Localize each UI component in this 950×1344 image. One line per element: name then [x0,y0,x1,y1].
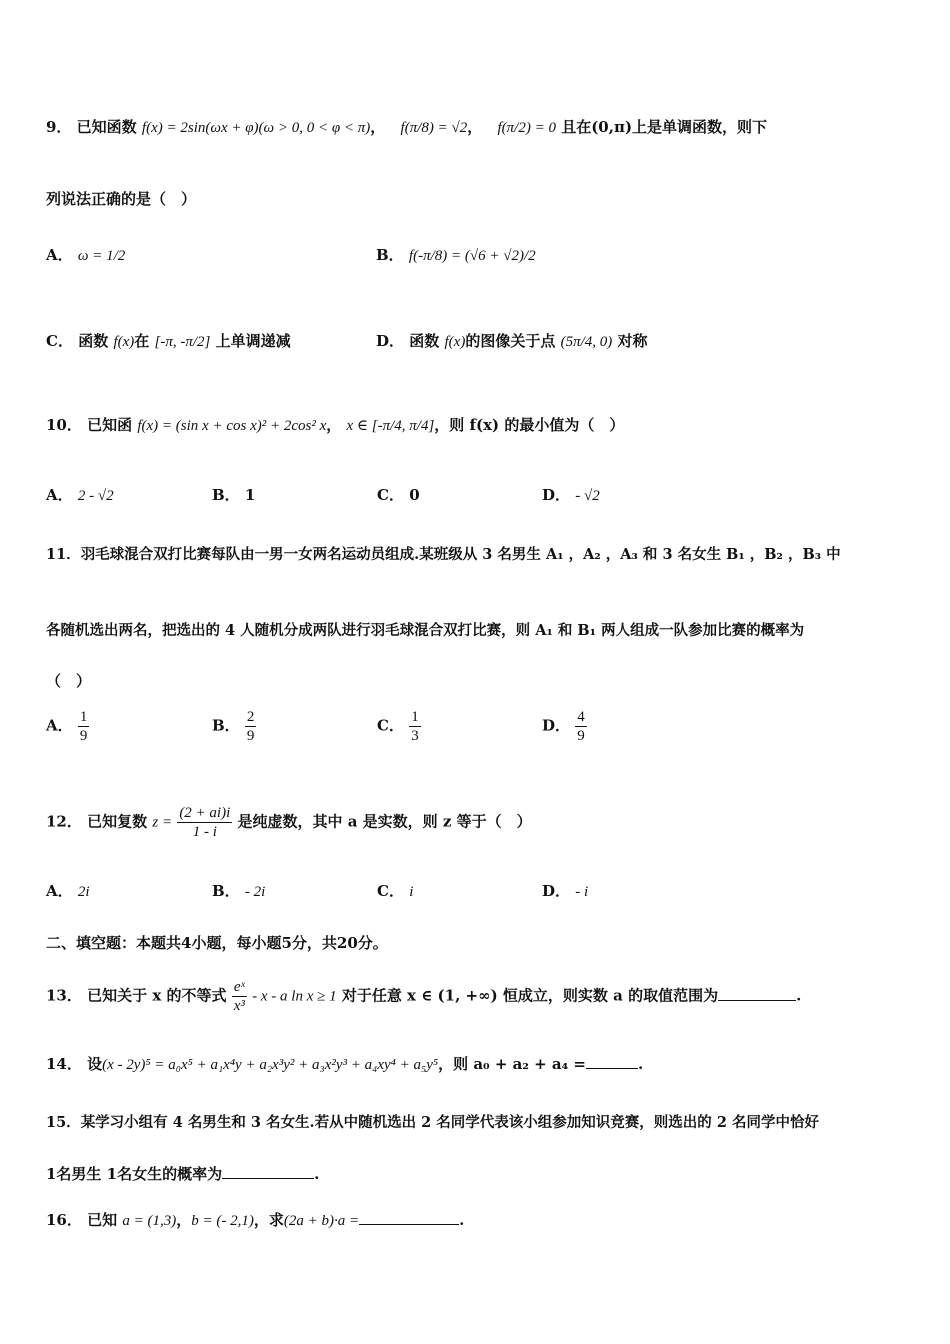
option-label: C． [377,716,404,735]
q16-answer-blank[interactable] [359,1208,459,1225]
q11-line1 [46,544,910,566]
fraction-denominator: 9 [246,728,255,744]
option-label: C． [46,332,73,350]
q15-answer-blank[interactable] [222,1162,314,1179]
q10-intro: 已知函 [87,416,133,434]
option-value: - √2 [575,488,600,504]
option-point: (5π/4, 0) [560,334,613,350]
q10-option-d[interactable] [542,484,600,505]
q13-answer-blank[interactable] [718,984,796,1001]
q10-domain: x ∈ [-π/4, π/4] [346,418,435,434]
q15-text2: 1名男生 1名女生的概率为 [46,1165,223,1183]
fraction-numerator: 1 [79,709,88,725]
q11-option-c[interactable] [377,708,421,745]
option-label: A． [46,716,73,735]
q12-lhs: z = [152,814,173,831]
fraction-numerator: eˣ [232,978,247,997]
option-label: B． [212,486,240,504]
q14-answer-blank[interactable] [586,1052,638,1069]
option-fraction [78,708,90,745]
q10-option-c[interactable] [377,484,420,505]
q14-end: . [638,1055,644,1073]
option-text: 的图像关于点 [465,332,556,350]
option-text: 函数 [409,332,440,350]
q12-line1 [46,804,910,841]
q16-number: 16． [46,1211,82,1229]
q13-number: 13． [46,986,82,1005]
fraction-numerator: 4 [577,709,585,725]
q9-func: f(x) = 2sin(ωx + φ)(ω > 0, 0 < φ < π) [141,120,371,136]
fraction-denominator: 9 [79,728,88,744]
q11-text1: 羽毛球混合双打比赛每队由一男一女两名运动员组成.某班级从 3 名男生 A₁ ，A₂ ，A₃ 和 3 名女生 B₁ ，B₂ ，B₃ 中 [80,546,841,563]
q12-option-b[interactable] [212,880,265,901]
option-text: 对称 [617,332,648,350]
q13-end: . [796,986,802,1005]
fraction-numerator: 2 [246,709,255,725]
fraction-numerator: 1 [411,709,419,725]
option-value: 2i [77,884,90,900]
q12-tail: 是纯虚数，其中 a 是实数，则 z 等于（ ） [237,812,532,831]
q13-fraction [232,978,247,1015]
q12-option-a[interactable] [46,880,90,901]
q10-number: 10． [46,416,82,434]
option-label: C． [377,882,404,900]
q9-cond1: f(π/8) = √2 [400,120,468,136]
q12-intro: 已知复数 [87,812,148,831]
q15-number: 15． [46,1114,81,1131]
option-label: D． [542,882,571,900]
q9-line1: 9． 已知函数 f(x) = 2sin(ωx + φ)(ω > 0, 0 < φ < π)， f(π/8) = √2， f(π/2) = 0 且在(0,π)上是单调函数，则下 [46,118,768,136]
q14-intro: 设 [87,1055,103,1073]
option-label: B． [212,882,240,900]
q13-intro: 已知关于 x 的不等式 [87,986,227,1005]
section-title: 二、填空题：本题共4小题，每小题5分，共20分。 [46,934,388,952]
option-expr: f(x) [113,334,135,350]
q10-option-b[interactable] [212,484,255,505]
q11-option-d[interactable] [542,708,587,745]
q11-number: 11． [46,546,81,563]
option-value: - i [575,884,589,900]
option-label: A． [46,486,73,504]
q16-mid: ，求 [253,1211,284,1229]
q16-end: . [459,1211,465,1229]
q15-line1 [46,1112,910,1134]
option-label: C． [377,486,404,504]
q9-tail: 且在(0,π)上是单调函数，则下 [561,118,768,136]
q16-vector-a: a = (1,3) [122,1213,177,1229]
option-value: - 2i [244,884,266,900]
fraction-denominator: x³ [233,998,245,1014]
q9-intro: 已知函数 [76,118,137,136]
q10-option-a[interactable] [46,484,114,505]
q12-number: 12． [46,812,82,831]
q11-line2: 各随机选出两名，把选出的 4 人随机分成两队进行羽毛球混合双打比赛，则 A₁ 和 B₁ 两人组成一队参加比赛的概率为 [46,622,805,639]
q9-line2: 列说法正确的是（ ） [46,190,197,208]
option-interval: [-π, -π/2] [154,334,211,350]
fraction-denominator: 1 - i [192,824,217,840]
q14-number: 14． [46,1055,82,1073]
q9-option-d[interactable] [376,330,648,351]
fraction-numerator: (2 + ai)i [179,805,231,821]
option-fraction [409,708,421,745]
fraction-denominator: 9 [577,728,585,744]
fraction-denominator: 3 [411,728,419,744]
q13-tail: 对于任意 x ∈ (1, +∞) 恒成立，则实数 a 的取值范围为 [341,986,719,1005]
q9-option-c[interactable] [46,330,291,351]
option-label: D． [376,332,405,350]
q10-tail: ，则 f(x) 的最小值为（ ） [434,416,625,434]
option-text: 上单调递减 [215,332,291,350]
option-value: 1 [244,486,256,504]
q9-option-a-expr: ω = 1/2 [77,248,126,264]
q9-option-b-expr: f(-π/8) = (√6 + √2)/2 [408,248,536,264]
option-text: 在 [134,332,150,350]
option-label: A． [46,246,73,264]
option-text: 函数 [78,332,109,350]
q9-option-b[interactable] [376,244,536,265]
option-label: D． [542,486,571,504]
q9-number: 9． [46,118,72,136]
q10-func: f(x) = (sin x + cos x)² + 2cos² x [137,418,327,434]
option-expr: f(x) [444,334,466,350]
q16-line1 [46,1208,910,1232]
q15-line2 [46,1162,910,1185]
q11-line3: （ ） [46,672,92,690]
option-value: 2 - √2 [77,488,114,504]
q12-option-c[interactable] [377,880,413,901]
q16-intro: 已知 [87,1211,118,1229]
q15-text1: 某学习小组有 4 名男生和 3 名女生.若从中随机选出 2 名同学代表该小组参加知识竞赛，则选出的 2 名同学中恰好 [80,1114,819,1131]
q16-sep: ， [176,1211,192,1229]
option-label: B． [376,246,404,264]
option-fraction [245,708,257,745]
option-label: B． [212,716,240,735]
q9-cond2: f(π/2) = 0 [497,120,556,136]
q15-end: . [314,1165,320,1183]
option-fraction [575,708,587,745]
q12-option-d[interactable] [542,880,588,901]
q14-line1 [46,1052,910,1076]
option-label: D． [542,716,571,735]
option-value: 0 [409,486,420,504]
q13-expr-rest: - x - a ln x ≥ 1 [252,988,337,1005]
q11-option-a[interactable] [46,708,89,745]
q13-line1 [46,978,910,1015]
option-value: i [409,884,414,900]
q16-vector-b: b = (- 2,1) [191,1213,254,1229]
q9-option-a[interactable] [46,244,125,265]
q14-expr: (x - 2y)⁵ = a₀x⁵ + a₁x⁴y + a₂x³y² + a₃x²y³ + a₄xy⁴ + a₅y⁵ [102,1057,439,1073]
q10-line1: 10． 已知函 f(x) = (sin x + cos x)² + 2cos² x， x ∈ [-π/4, π/4]，则 f(x) 的最小值为（ ） [46,416,625,434]
q16-expr: (2a + b)·a = [283,1213,360,1229]
option-label: A． [46,882,73,900]
q12-fraction [177,804,232,841]
q14-tail: ，则 a₀ + a₂ + a₄ = [438,1055,586,1073]
q11-option-b[interactable] [212,708,256,745]
